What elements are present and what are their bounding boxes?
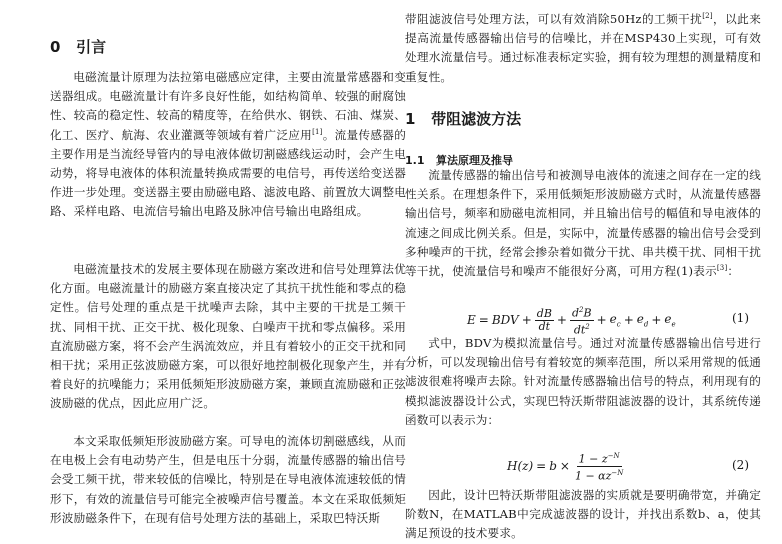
paragraph-principle	[405, 166, 761, 281]
citation-ref[interactable]: [3]	[716, 264, 728, 273]
section-title: 引言	[76, 38, 107, 56]
equation-number: (2)	[732, 458, 749, 472]
eq-term-ee: $e_e$	[664, 311, 676, 329]
equation-number: (1)	[732, 311, 749, 325]
section-title: 带阻滤波方法	[431, 110, 522, 128]
citation-ref[interactable]: [2]	[702, 12, 713, 21]
eq-term-ed: $e_d$	[636, 311, 649, 329]
paragraph-text-tail: ，以此来提高流量传感器输出信号的信噪比，并在MSP430上实现，可有效处理水流量信号。通过标准表标定实验，拥有较为理想的测量精度和重复性。	[405, 12, 761, 84]
section-number: 1	[405, 110, 416, 128]
paragraph-text: 带阻滤波信号处理方法，可以有效消除50Hz的工频干扰	[405, 12, 703, 26]
section-heading-bandstop	[405, 108, 521, 129]
paragraph-text: 电磁流量技术的发展主要体现在励磁方案改进和信号处理算法优化方面。电磁流量计的励磁方案直接决定了其抗干扰性能和零点的稳定性。信号处理的重点是干扰噪声去除，其中主要的干扰是工频干扰、同相干扰、正交干扰、极化现象、白噪声干扰和零点偏移。采用直流励磁方案，将不会产生涡流效应，并且有着较小的正交干扰和同相干扰；采用正弦波励磁方案，可以很好地控制极化现象产生，并有着良好的抗噪能力；采用低频矩形波励磁方案，兼顾直流励磁和正弦波励磁的优点，因此应用广泛。	[50, 262, 406, 411]
paragraph-analysis	[405, 334, 761, 430]
paragraph-text: 因此，设计巴特沃斯带阻滤波器的实质就是要明确带宽，并确定阶数N，在MATLAB中完成滤波器的设计，并找出系数b、a，使其满足预设的技术要求。	[405, 488, 761, 541]
eq-transfer-fraction: $\frac{1 - z^{-N}}{1 - \alpha z^{-N}}$	[574, 452, 624, 483]
equation-1	[405, 304, 761, 337]
paragraph-intro-1	[50, 68, 406, 222]
eq-lhs: H(z)	[507, 459, 534, 474]
equation-2	[405, 450, 761, 484]
paragraph-text: 流量传感器的输出信号和被测导电液体的流速之间存在一定的线性关系。在理想条件下，采用低频矩形波励磁方式时，从流量传感器输出信号，频率和励磁电流相同，并且输出信号的幅值和导电液体的流速之间成比例关系。但是，实际中，流量传感器的输出信号会受到多种噪声的干扰，经常会掺杂着如微分干扰、串共模干扰、同相干扰等干扰，使流量信号和噪声不能很好分离，可用方程(1)表示	[405, 168, 761, 279]
paragraph-text: 电磁流量计原理为法拉第电磁感应定律，主要由流量常感器和变送器组成。电磁流量计有许多良好性能，如结构简单、较强的耐腐蚀性、较高的稳定性、较高的精度等，在给供水、钢铁、石油、煤炭、化工、医疗、航海、农业灌溉等领域有着广泛应用	[50, 70, 406, 142]
eq-fraction-db-dt: $\frac{dB}{dt}$	[536, 306, 552, 333]
eq-term-ec: $e_c$	[609, 311, 621, 329]
equation-2-body: H(z) = b × $\frac{1 - z^{-N}}{1 - \alpha z^{-N}}$	[507, 452, 624, 483]
section-number: 0	[50, 38, 61, 56]
subsection-number: 1.1	[405, 154, 425, 167]
paragraph-intro-3	[50, 432, 406, 528]
subsection-title: 算法原理及推导	[436, 154, 513, 167]
paragraph-text: 式中，BDV为模拟流量信号。通过对流量传感器输出信号进行分析，可以发现输出信号有着较宽的频率范围，所以采用常规的低通滤波很难将噪声去除。针对流量传感器输出信号的特点，利用现有的模拟滤波器设计公式，实现巴特沃斯带阻滤波器的设计，其系统传递函数可以表示为：	[405, 336, 761, 427]
paragraph-text-tail: ：	[727, 264, 740, 279]
paragraph-conclusion	[405, 486, 761, 544]
equation-1-body: E = BDV + $\frac{dB}{dt}$ + $\frac{d^2B}{dt^2}$ + $e_c$ + $e_d$ + $e_e$	[467, 306, 676, 337]
eq-fraction-d2b-dt2: $\frac{d^2B}{dt^2}$	[571, 306, 592, 337]
eq-term-bdv: BDV	[491, 313, 519, 328]
paragraph-text-tail: 。流量传感器的主要作用是当流经导管内的导电液体做切割磁感线运动时，会产生电动势，将导电液体的体积流量转换成需要的电信号，再传送给变送器作进一步处理。变送器主要由励磁电路、滤波电路、前置放大调整电路、采样电路、电流信号输出电路及脉冲信号输出电路组成。	[50, 127, 406, 219]
eq-coefficient-b: b	[549, 459, 557, 474]
paragraph-continued	[405, 10, 761, 87]
section-heading-introduction	[50, 36, 106, 57]
eq-lhs: E	[467, 313, 476, 328]
paragraph-text: 本文采取低频矩形波励磁方案。可导电的流体切割磁感线，从而在电极上会有电动势产生，但是电压十分弱，流量传感器的输出信号会受工频干扰，带来较低的信噪比，特别是在导电液体流速较低的情形下，有效的流量信号可能完全被噪声信号覆盖。本文在采取低频矩形波励磁条件下，在现有信号处理方法的基础上，采取巴特沃斯	[50, 434, 406, 525]
paragraph-intro-2	[50, 260, 406, 414]
citation-ref[interactable]: [1]	[312, 127, 323, 136]
